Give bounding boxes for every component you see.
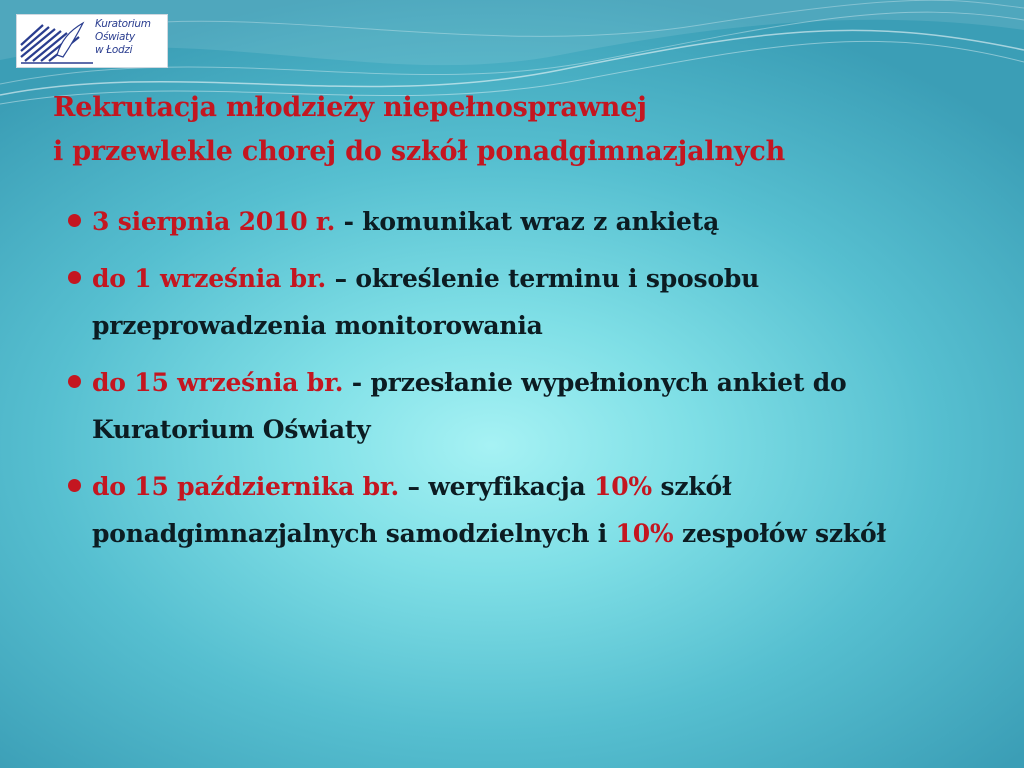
slide-title: [53, 86, 1013, 174]
kuratorium-logo: [16, 14, 168, 68]
bullet-percent: 10%: [594, 472, 652, 501]
bullet-item-2: [68, 255, 968, 349]
bullet-text: przesłanie wypełnionych ankiet do Kuratorium Oświaty: [92, 368, 847, 444]
bullet-text: komunikat wraz z ankietą: [362, 207, 720, 236]
bullet-item-1: [68, 198, 968, 245]
bullet-dot-icon: [68, 479, 81, 492]
logo-line-3: w Łodzi: [95, 44, 133, 56]
logo-line-1: Kuratorium: [95, 18, 151, 30]
bullet-list: [68, 198, 968, 567]
bullet-item-3: [68, 359, 968, 453]
bullet-item-4: [68, 463, 968, 557]
title-line-1: Rekrutacja młodzieży niepełnosprawnej: [53, 92, 647, 123]
bullet-dot-icon: [68, 214, 81, 227]
bullet-text-part: weryfikacja: [428, 472, 595, 501]
bullet-dot-icon: [68, 375, 81, 388]
bullet-text-part: szkół ponadgimnazjalnych samodzielnych i: [92, 472, 732, 548]
bullet-date: do 1 września br.: [92, 264, 327, 293]
bullet-separator: –: [326, 264, 356, 293]
bullet-date: 3 sierpnia 2010 r.: [92, 207, 336, 236]
bullet-percent: 10%: [615, 519, 674, 548]
bullet-separator: -: [335, 207, 363, 236]
bullet-date: do 15 października br.: [92, 472, 400, 501]
title-line-2: i przewlekle chorej do szkół ponadgimnazjalnych: [53, 136, 786, 167]
logo-text: [95, 18, 167, 57]
logo-emblem-icon: [17, 15, 97, 67]
bullet-date: do 15 września br.: [92, 368, 344, 397]
bullet-text: określenie terminu i sposobu przeprowadzenia monitorowania: [92, 264, 760, 340]
bullet-text-part: zespołów szkół: [673, 519, 886, 548]
bullet-dot-icon: [68, 271, 81, 284]
logo-line-2: Oświaty: [95, 31, 135, 43]
bullet-separator: –: [399, 472, 429, 501]
bullet-separator: -: [343, 368, 371, 397]
